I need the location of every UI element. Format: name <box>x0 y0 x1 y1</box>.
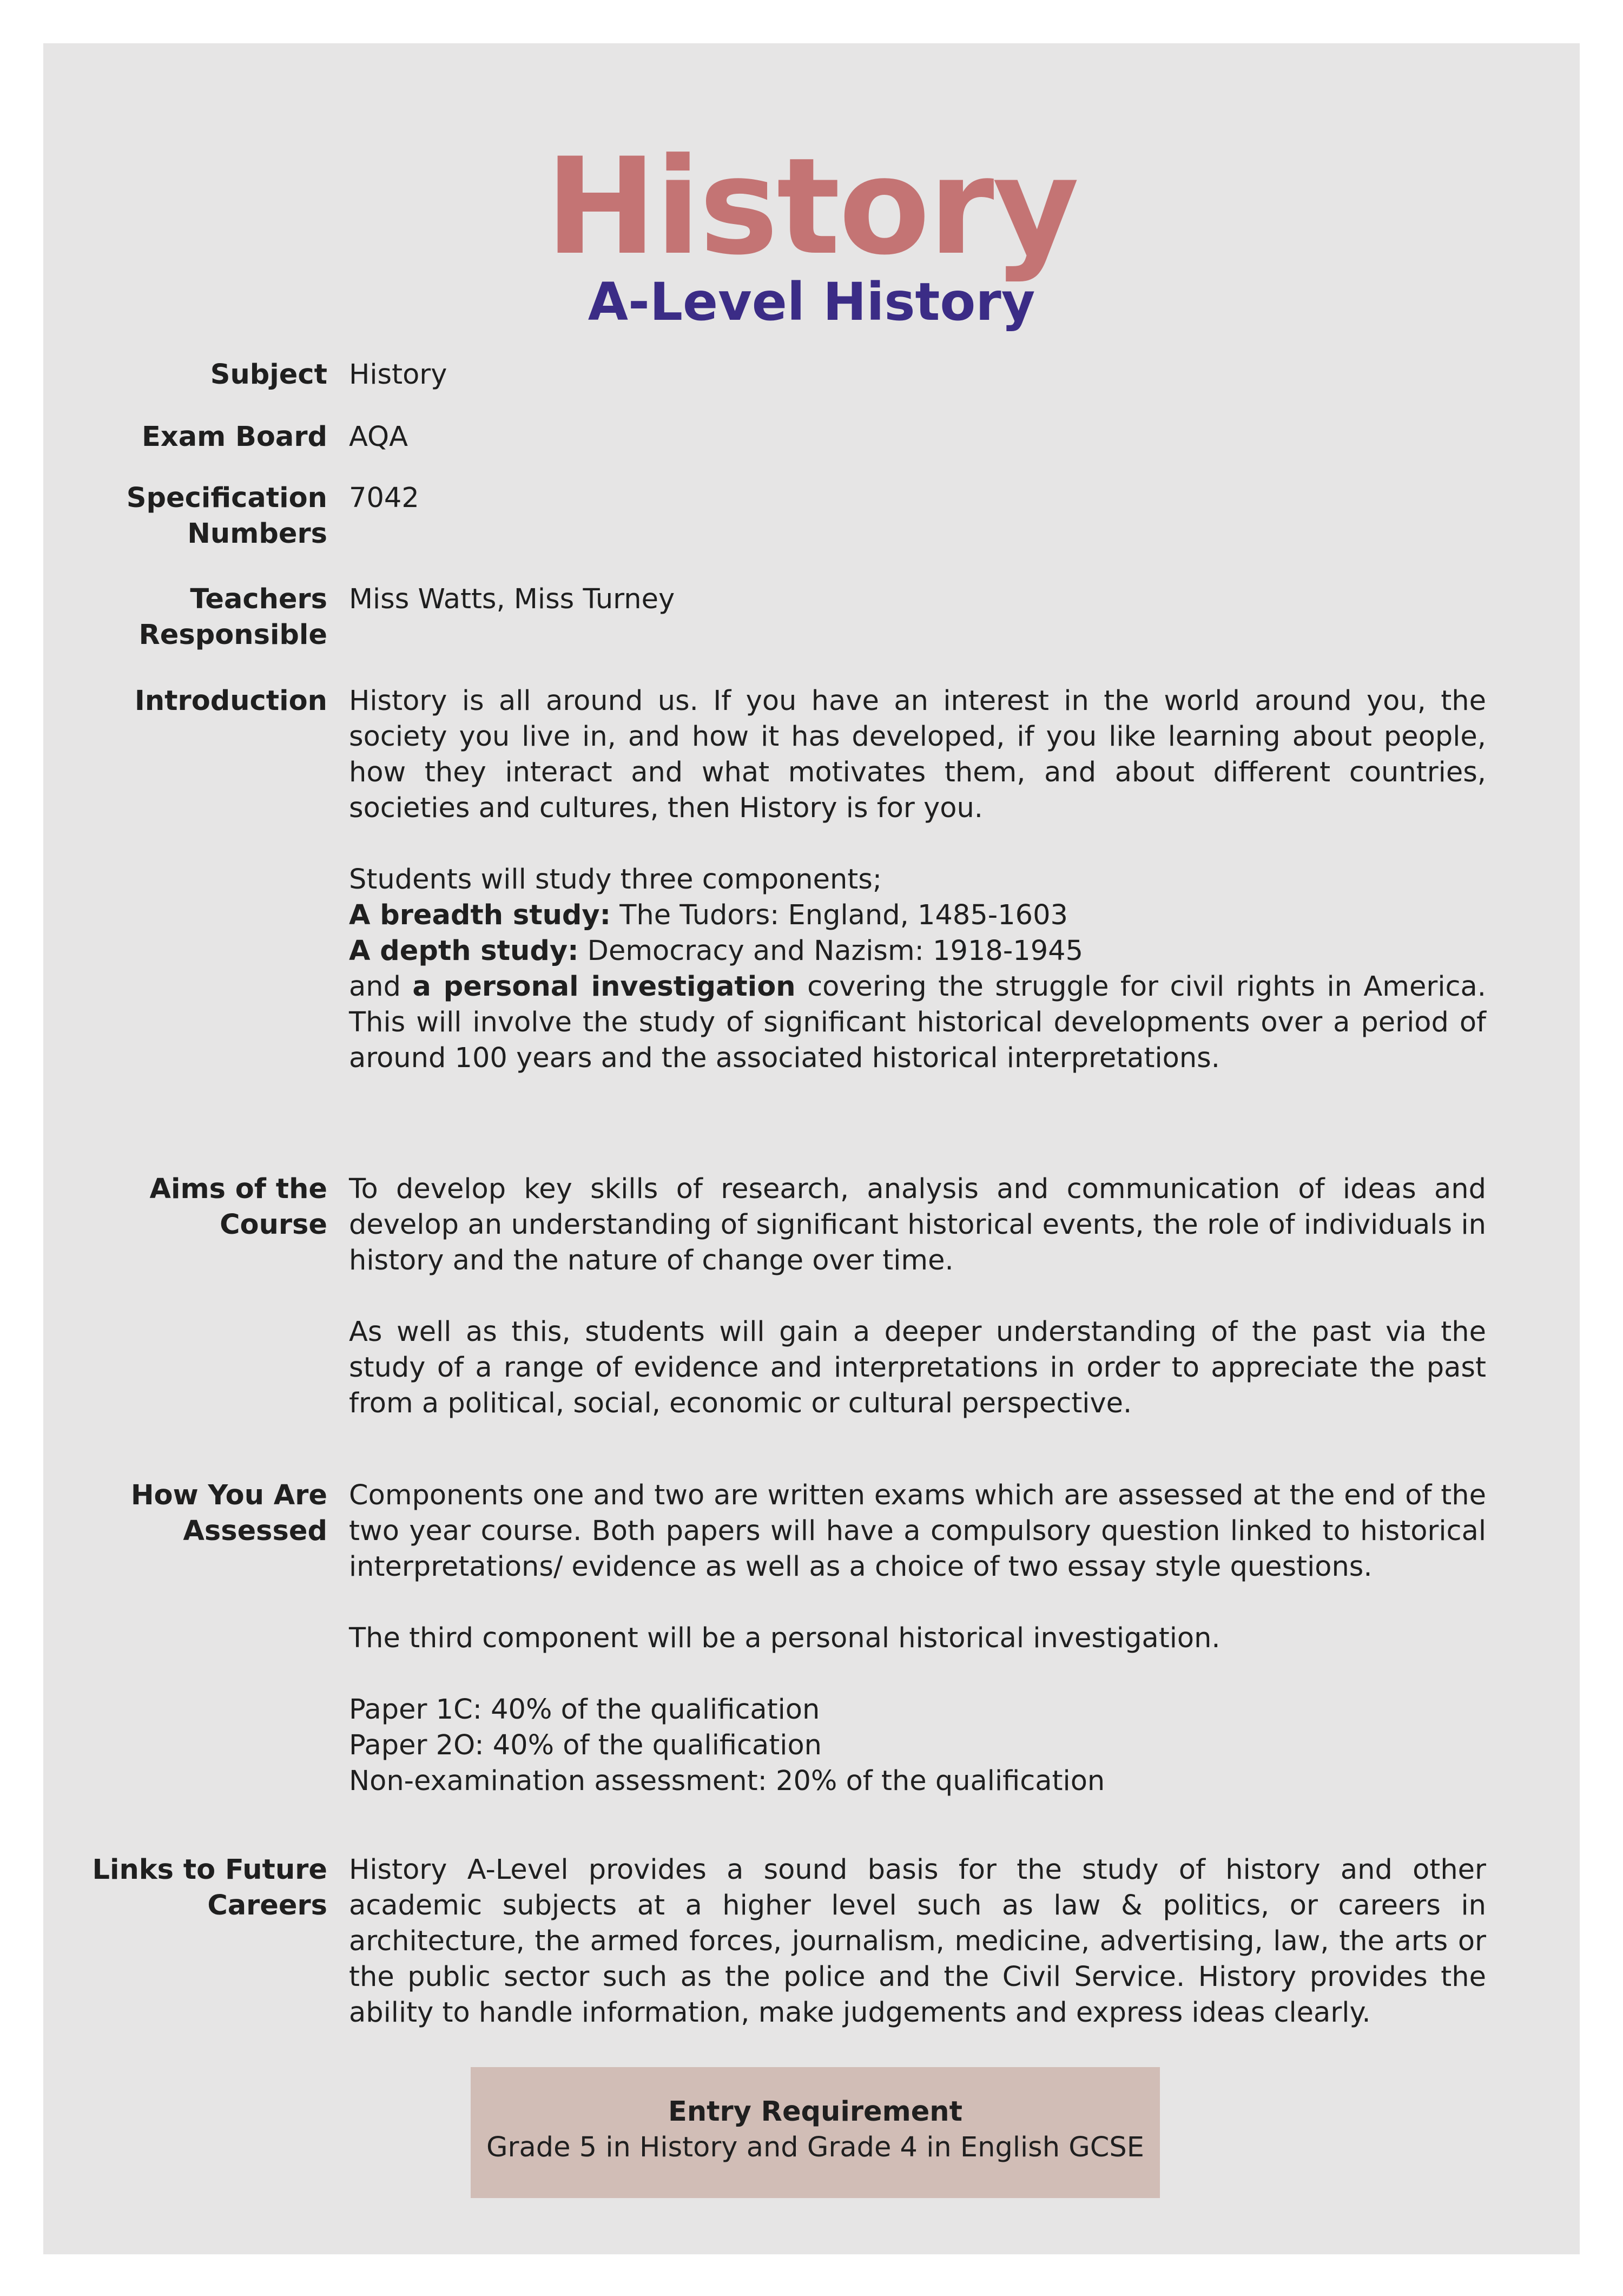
investigation-line <box>349 969 1486 1076</box>
weight-item: Paper 1C: 40% of the qualification <box>349 1694 820 1726</box>
careers-paragraph: History A-Level provides a sound basis for the study of history and other academic subjects at a higher level such as law & politics, or careers in architecture, the armed forces, journalism, medicine, advertising, law, the arts or the public sector such as the police and the Civil Service. History provides the ability to handle information, make judgements and express ideas clearly. <box>349 1854 1486 2029</box>
depth-study-line <box>349 933 1486 969</box>
breadth-study-label: A breadth study: <box>349 899 611 931</box>
components-intro: Students will study three components; <box>349 864 882 896</box>
aims-text <box>349 1172 1486 1422</box>
weight-item: Non-examination assessment: 20% of the qualification <box>349 1765 1105 1797</box>
assessment-label: How You Are Assessed <box>130 1479 327 1547</box>
careers-text <box>349 1852 1486 2031</box>
depth-study-label: A depth study: <box>349 935 579 967</box>
exam-board-value: AQA <box>349 421 408 453</box>
aims-paragraph-2: As well as this, students will gain a deeper understanding of the past via the study of a range of evidence and interpretations in order to appreciate the past from a political, social, economic or cultural perspective. <box>349 1316 1486 1419</box>
assessment-paragraph-2: The third component will be a personal historical investigation. <box>349 1622 1220 1654</box>
subject-label: Subject <box>210 359 327 391</box>
aims-label: Aims of the Course <box>149 1173 327 1241</box>
aims-paragraph-1: To develop key skills of research, analysis and communication of ideas and develop an understanding of significant historical events, the role of individuals in history and the nature of change over time. <box>349 1173 1486 1277</box>
teachers-label: Teachers Responsible <box>138 583 327 651</box>
page-title: History <box>545 130 1078 285</box>
investigation-label: a personal investigation <box>412 971 796 1003</box>
exam-board-label: Exam Board <box>141 421 327 453</box>
assessment-text <box>349 1478 1486 1799</box>
assessment-paragraph-1: Components one and two are written exams which are assessed at the end of the two year course. Both papers will have a compulsory question linked to historical interpretations/ evidence as well as a choice of two essay style questions. <box>349 1479 1486 1583</box>
entry-requirement-heading: Entry Requirement <box>668 2096 962 2128</box>
breadth-study-line <box>349 898 1486 933</box>
weight-item: Paper 2O: 40% of the qualification <box>349 1729 822 1761</box>
specification-label: Specification Numbers <box>126 482 327 550</box>
subject-value: History <box>349 359 447 391</box>
page-sheet <box>43 43 1580 2254</box>
introduction-label: Introduction <box>134 685 327 717</box>
investigation-text: covering the struggle for civil rights in America. This will involve the study of significant historical developments over a period of around 100 years and the associated historical interpretations. <box>349 971 1486 1074</box>
entry-requirement-box <box>471 2067 1160 2198</box>
teachers-value: Miss Watts, Miss Turney <box>349 583 675 615</box>
introduction-paragraph: History is all around us. If you have an interest in the world around you, the society you live in, and how it has developed, if you like learning about people, how they interact and what motivates them, and about different countries, societies and cultures, then History is for you. <box>349 685 1486 824</box>
and-text: and <box>349 971 413 1003</box>
depth-study-text: Democracy and Nazism: 1918-1945 <box>578 935 1084 967</box>
entry-requirement-text: Grade 5 in History and Grade 4 in English GCSE <box>486 2131 1145 2163</box>
introduction-text <box>349 683 1486 1076</box>
page-subtitle: A-Level History <box>588 272 1035 332</box>
breadth-study-text: The Tudors: England, 1485-1603 <box>611 899 1068 931</box>
specification-value: 7042 <box>349 482 419 514</box>
careers-label: Links to Future Careers <box>92 1854 327 1922</box>
